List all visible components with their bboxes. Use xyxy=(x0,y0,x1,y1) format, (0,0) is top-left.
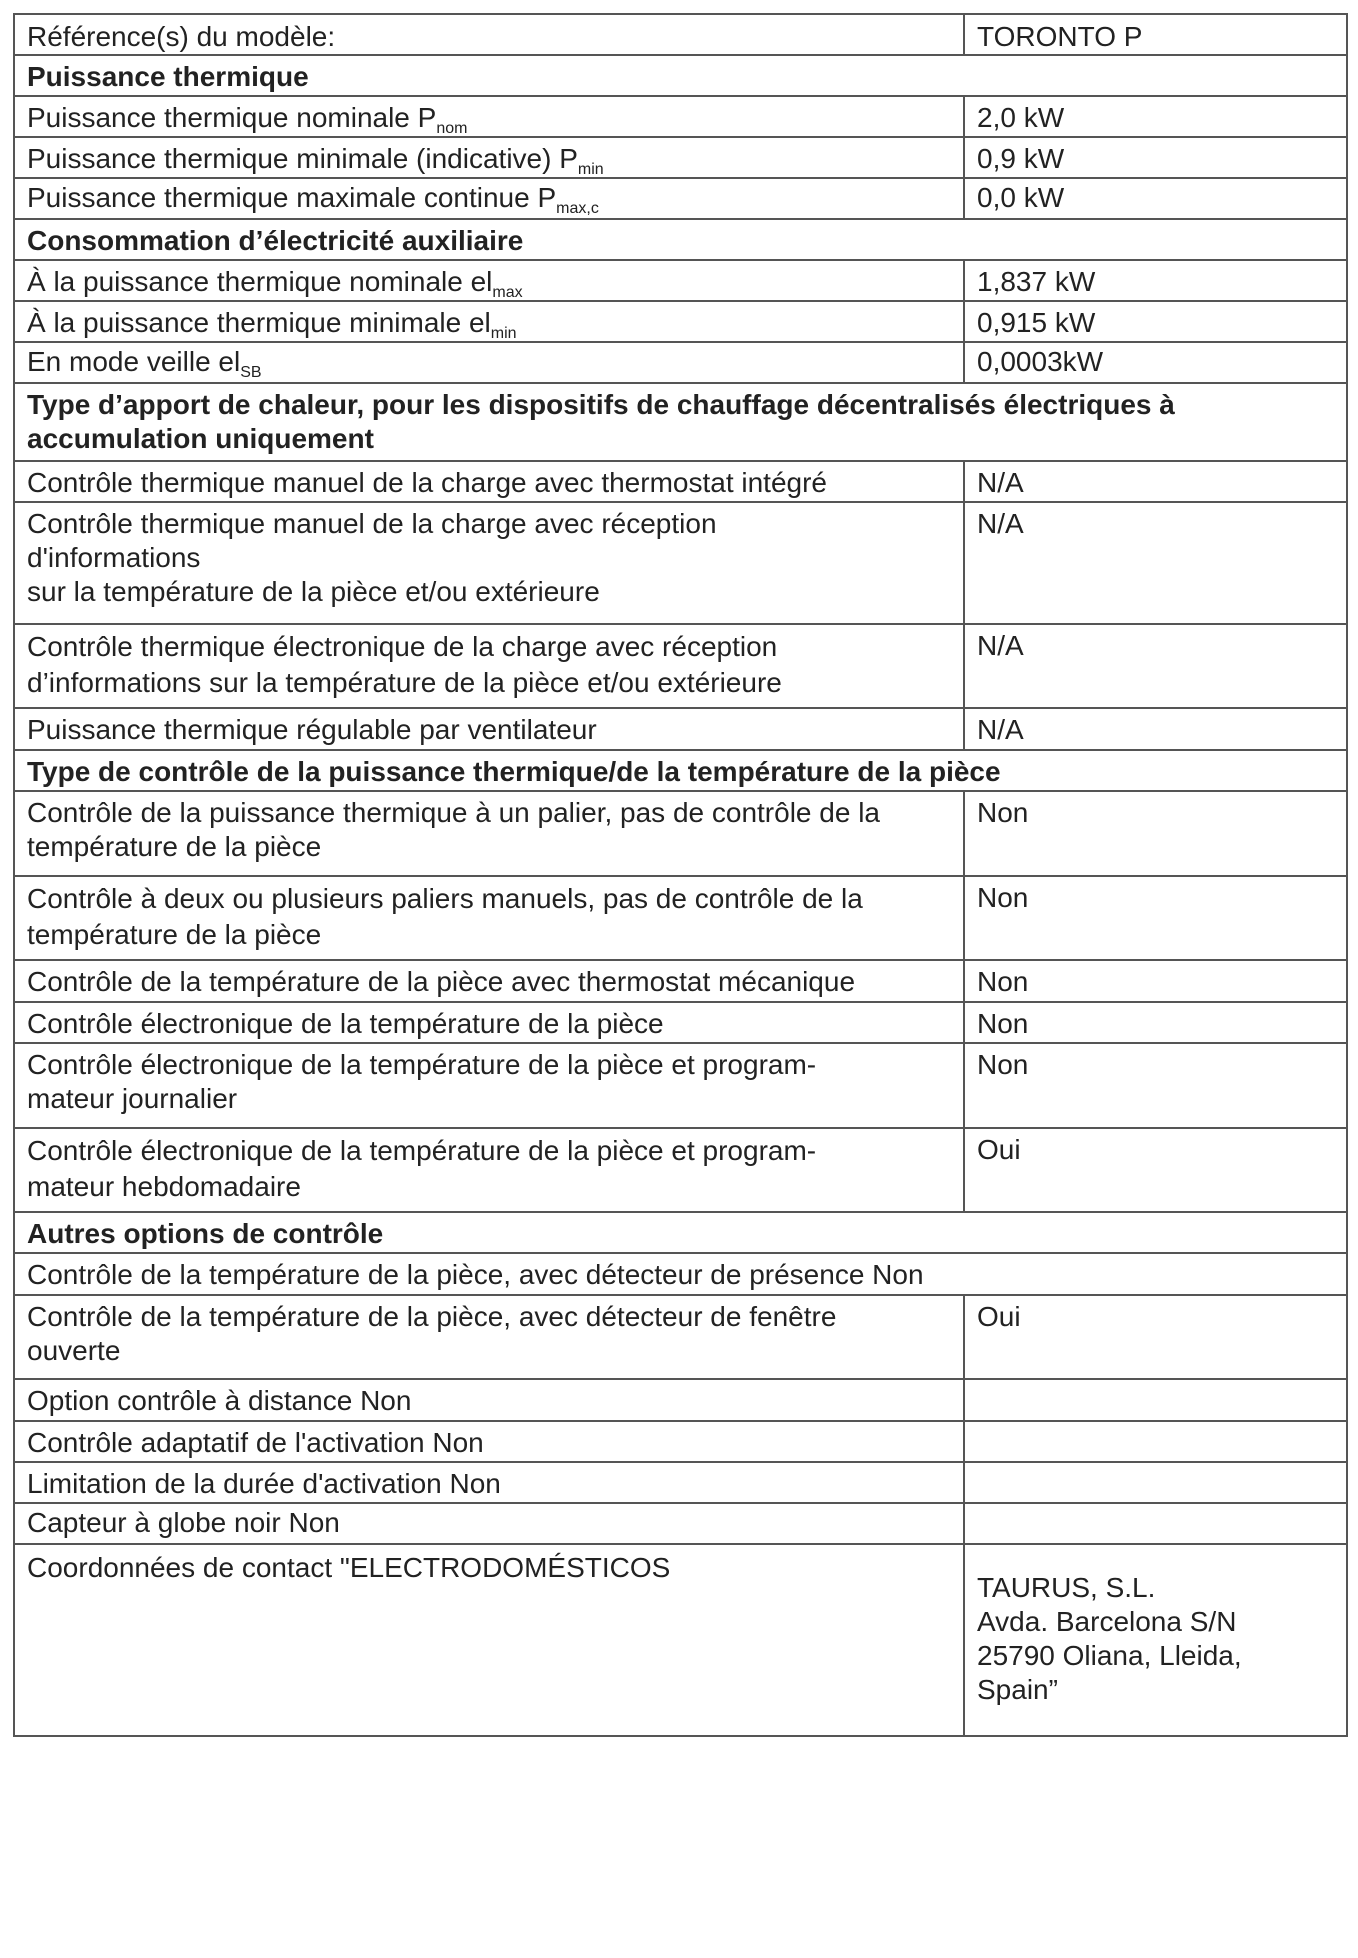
row-value: 2,0 kW xyxy=(964,96,1347,137)
row-value: 0,0 kW xyxy=(964,178,1347,219)
table-row xyxy=(14,1043,1347,1128)
model-label: Référence(s) du modèle: xyxy=(14,14,964,55)
row-label: Contrôle à deux ou plusieurs paliers manuels, pas de contrôle de la température de la pièce xyxy=(14,876,964,960)
contact-line: Spain” xyxy=(977,1674,1058,1705)
spec-sheet xyxy=(13,13,1346,1737)
row-value: 0,915 kW xyxy=(964,301,1347,342)
row-label: Contrôle électronique de la température de la pièce et program- mateur hebdomadaire xyxy=(14,1128,964,1212)
contact-row xyxy=(14,1544,1347,1736)
row-label: Puissance thermique nominale $P_{nom}$ xyxy=(14,96,964,137)
section-header xyxy=(14,1212,1347,1253)
model-row xyxy=(14,14,1347,55)
table-row xyxy=(14,461,1347,502)
row-label: Contrôle de la température de la pièce, avec détecteur de présence Non xyxy=(14,1253,1347,1295)
row-value xyxy=(964,1379,1347,1421)
row-value: N/A xyxy=(964,624,1347,708)
row-value: Oui xyxy=(964,1295,1347,1379)
table-row xyxy=(14,137,1347,178)
section-header xyxy=(14,219,1347,260)
product-fiche-table xyxy=(13,13,1348,1737)
row-label: Contrôle de la température de la pièce avec thermostat mécanique xyxy=(14,960,964,1002)
row-label: Contrôle thermique manuel de la charge avec thermostat intégré xyxy=(14,461,964,502)
section-title: Type de contrôle de la puissance thermique/de la température de la pièce xyxy=(14,750,1347,791)
table-row xyxy=(14,624,1347,708)
table-row xyxy=(14,708,1347,750)
table-row xyxy=(14,301,1347,342)
row-label: Puissance thermique régulable par ventilateur xyxy=(14,708,964,750)
contact-line: 25790 Oliana, Lleida, xyxy=(977,1640,1242,1671)
row-label: Contrôle électronique de la température de la pièce xyxy=(14,1002,964,1043)
section-title: Autres options de contrôle xyxy=(14,1212,1347,1253)
section-header xyxy=(14,750,1347,791)
contact-line: Avda. Barcelona S/N xyxy=(977,1606,1237,1637)
row-label: À la puissance thermique minimale $el_{min}$ xyxy=(14,301,964,342)
table-row xyxy=(14,1462,1347,1503)
row-label: Contrôle de la température de la pièce, avec détecteur de fenêtre ouverte xyxy=(14,1295,964,1379)
row-value: 0,0003kW xyxy=(964,342,1347,383)
section-title: Puissance thermique xyxy=(14,55,1347,96)
row-value: N/A xyxy=(964,461,1347,502)
table-row xyxy=(14,1128,1347,1212)
row-value xyxy=(964,1503,1347,1544)
row-value: Non xyxy=(964,791,1347,876)
row-value: Non xyxy=(964,876,1347,960)
contact-label: Coordonnées de contact "ELECTRODOMÉSTICOS xyxy=(14,1544,964,1736)
table-row xyxy=(14,96,1347,137)
row-value: 0,9 kW xyxy=(964,137,1347,178)
row-label: Limitation de la durée d'activation Non xyxy=(14,1462,964,1503)
section-header xyxy=(14,55,1347,96)
table-row xyxy=(14,1421,1347,1462)
row-label: Contrôle thermique électronique de la charge avec réception d’informations sur la température de la pièce et/ou extérieure xyxy=(14,624,964,708)
row-label: Capteur à globe noir Non xyxy=(14,1503,964,1544)
contact-line: TAURUS, S.L. xyxy=(977,1572,1156,1603)
row-label: En mode veille $el_{SB}$ xyxy=(14,342,964,383)
table-row xyxy=(14,260,1347,301)
model-value: TORONTO P xyxy=(964,14,1347,55)
table-row xyxy=(14,876,1347,960)
table-row xyxy=(14,1295,1347,1379)
row-value: Non xyxy=(964,960,1347,1002)
table-row xyxy=(14,960,1347,1002)
row-value xyxy=(964,1462,1347,1503)
row-label: Option contrôle à distance Non xyxy=(14,1379,964,1421)
row-value: N/A xyxy=(964,708,1347,750)
row-label: À la puissance thermique nominale $el_{max}$ xyxy=(14,260,964,301)
table-row xyxy=(14,342,1347,383)
contact-address xyxy=(964,1544,1347,1736)
row-label: Puissance thermique minimale (indicative) $P_{min}$ xyxy=(14,137,964,178)
row-label: Contrôle électronique de la température de la pièce et program- mateur journalier xyxy=(14,1043,964,1128)
row-value: Non xyxy=(964,1043,1347,1128)
section-title: Type d’apport de chaleur, pour les dispositifs de chauffage décentralisés électriques à accumulation uniquement xyxy=(14,383,1347,461)
table-row xyxy=(14,791,1347,876)
table-row xyxy=(14,178,1347,219)
row-value: 1,837 kW xyxy=(964,260,1347,301)
row-value xyxy=(964,1421,1347,1462)
row-label: Puissance thermique maximale continue $P_{max,c}$ xyxy=(14,178,964,219)
row-label: Contrôle de la puissance thermique à un palier, pas de contrôle de la température de la pièce xyxy=(14,791,964,876)
row-value: N/A xyxy=(964,502,1347,624)
row-label: Contrôle adaptatif de l'activation Non xyxy=(14,1421,964,1462)
section-title: Consommation d’électricité auxiliaire xyxy=(14,219,1347,260)
row-value: Non xyxy=(964,1002,1347,1043)
section-header xyxy=(14,383,1347,461)
table-row xyxy=(14,1253,1347,1295)
table-row xyxy=(14,1002,1347,1043)
table-row xyxy=(14,1503,1347,1544)
row-label: Contrôle thermique manuel de la charge avec réception d'informations sur la température de la pièce et/ou extérieure xyxy=(14,502,964,624)
row-value: Oui xyxy=(964,1128,1347,1212)
table-row xyxy=(14,502,1347,624)
table-row xyxy=(14,1379,1347,1421)
